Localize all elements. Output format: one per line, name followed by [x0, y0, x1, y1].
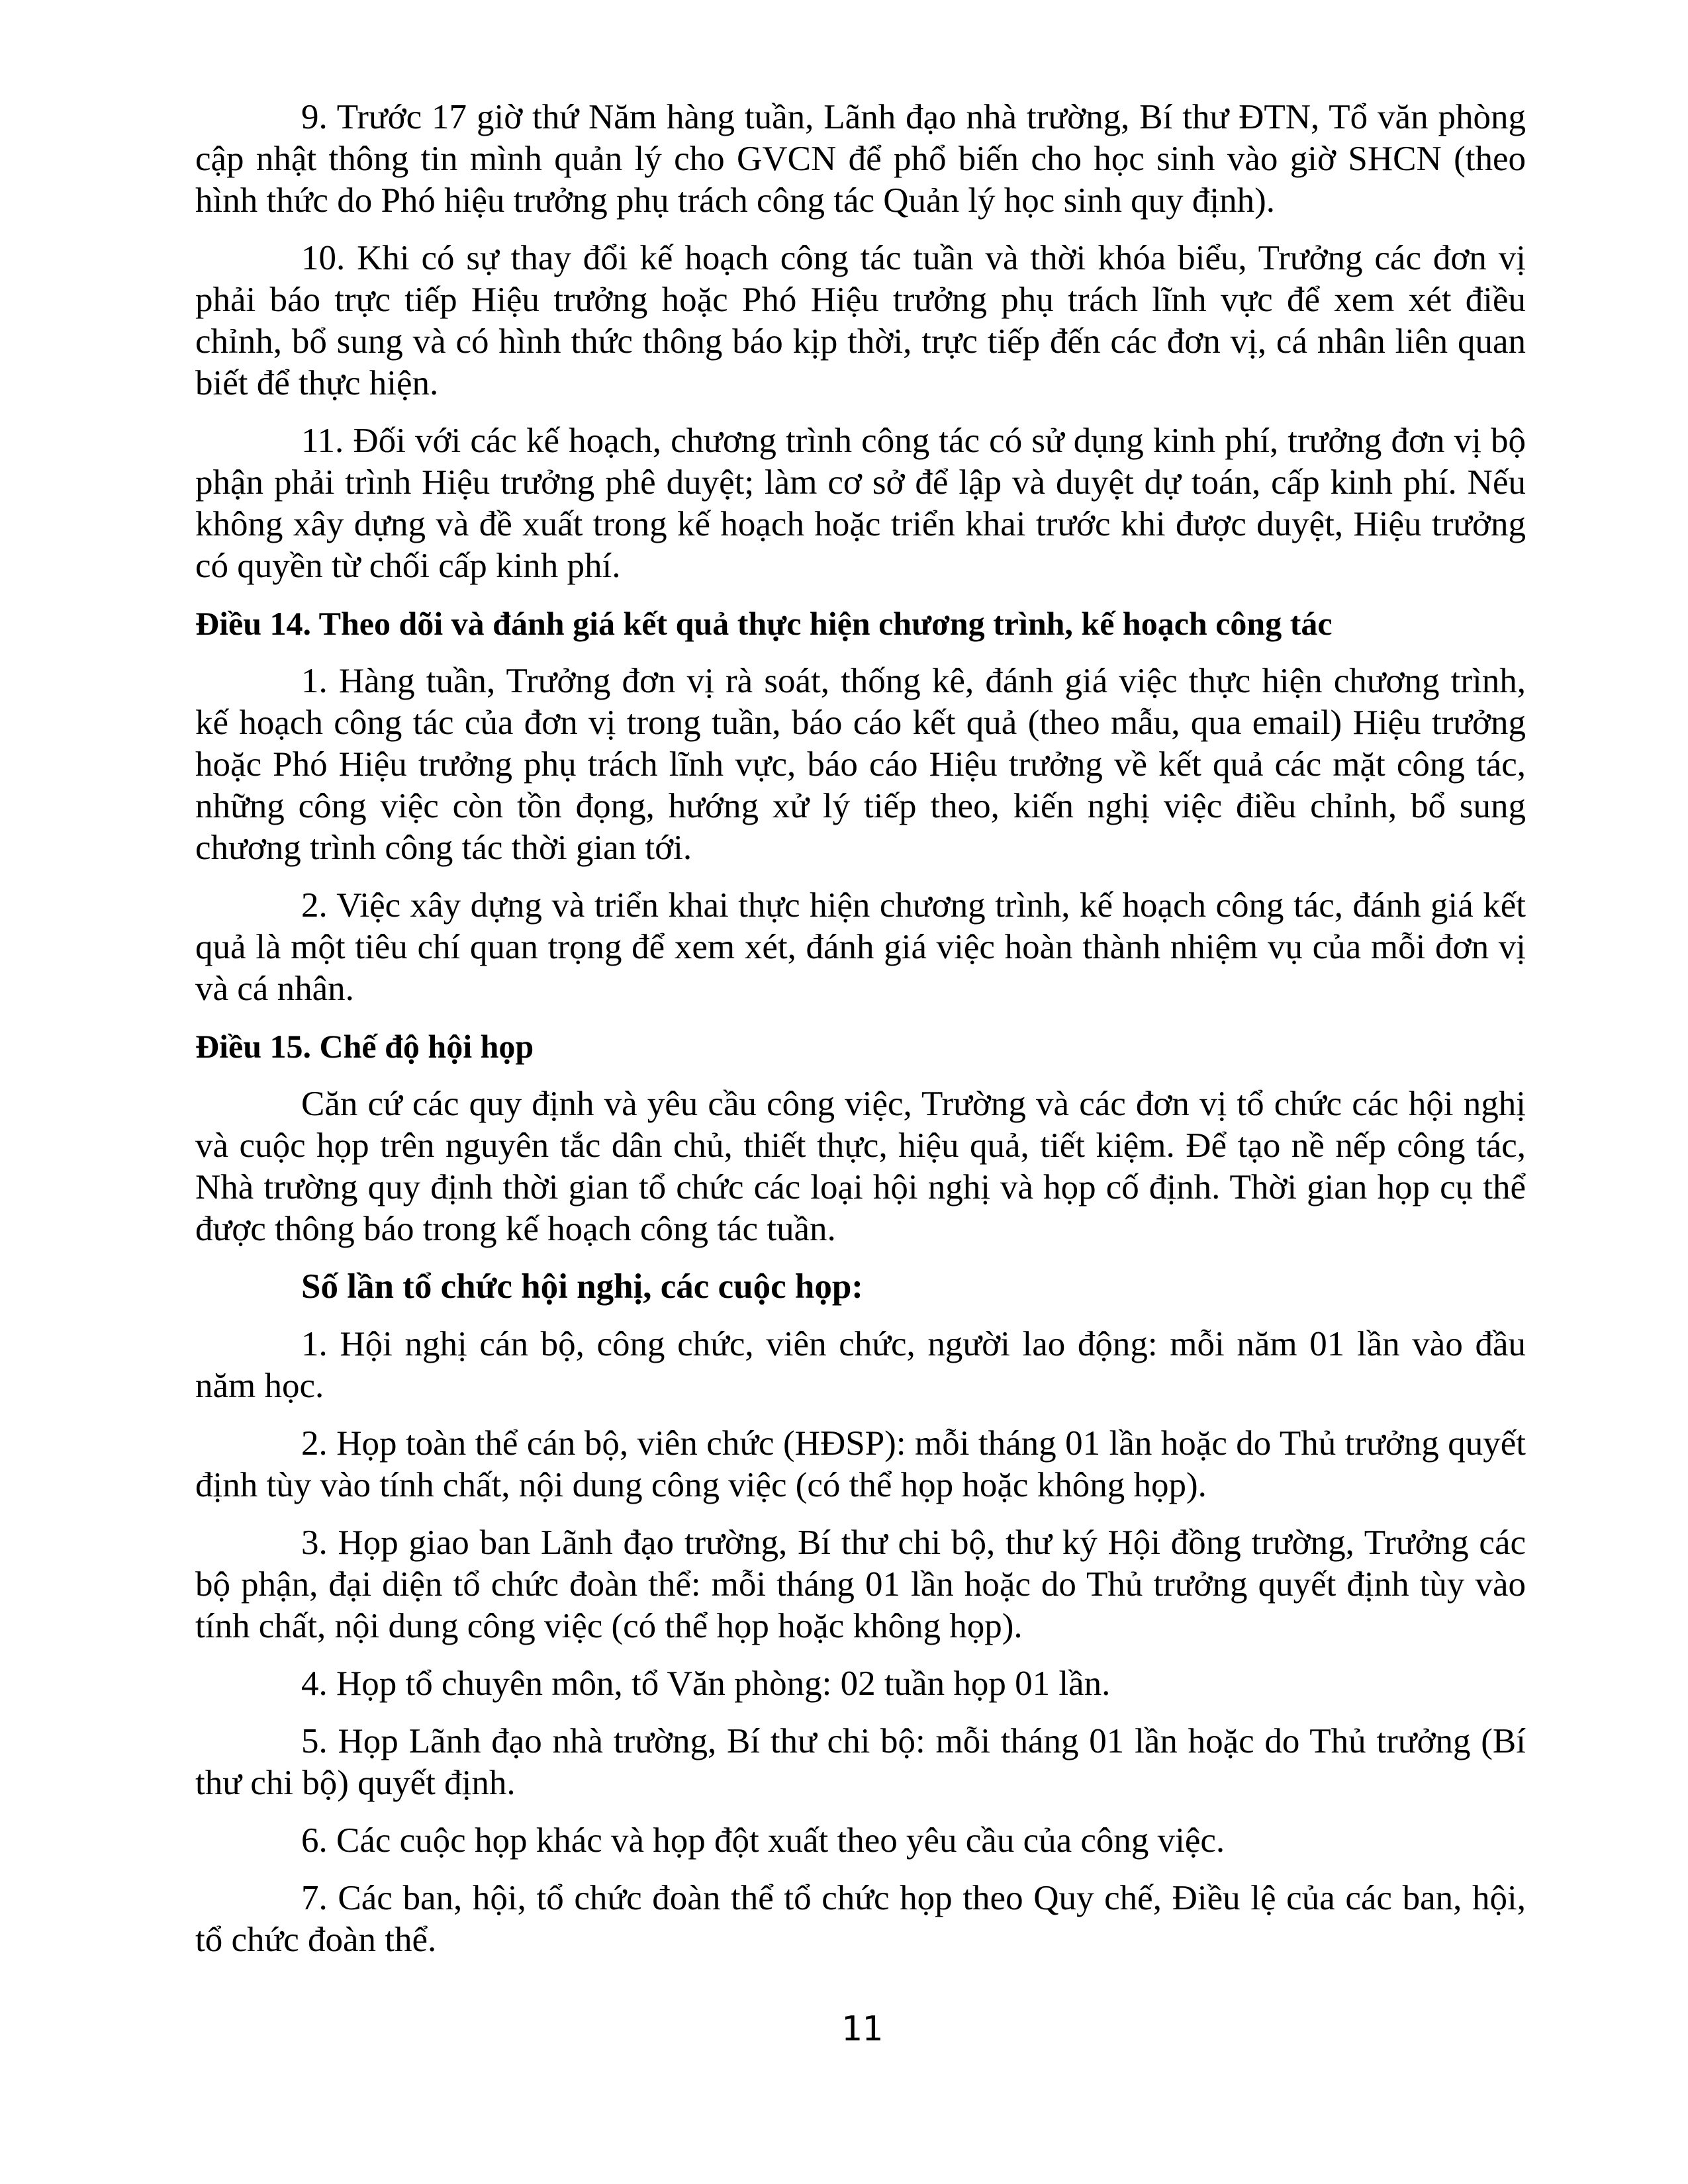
meeting-item-5: 5. Họp Lãnh đạo nhà trường, Bí thư chi bộ: mỗi tháng 01 lần hoặc do Thủ trưởng (Bí thư chi bộ) quyết định.	[195, 1722, 1526, 1802]
meeting-item-7: 7. Các ban, hội, tổ chức đoàn thể tổ chức họp theo Quy chế, Điều lệ của các ban, hội, tổ chức đoàn thể.	[195, 1879, 1526, 1959]
meetings-subheading: Số lần tổ chức hội nghị, các cuộc họp:	[301, 1267, 863, 1306]
article-14-paragraph-1: 1. Hàng tuần, Trưởng đơn vị rà soát, thống kê, đánh giá việc thực hiện chương trình, kế hoạch công tác của đơn vị trong tuần, báo cáo kết quả (theo mẫu, qua email) Hiệu trưởng hoặc Phó Hiệu trưởng phụ trách lĩnh vực, báo cáo Hiệu trưởng về kết quả các mặt công tác, những công việc còn tồn đọng, hướng xử lý tiếp theo, kiến nghị việc điều chỉnh, bổ sung chương trình công tác thời gian tới.	[195, 662, 1526, 867]
page-number: 11	[841, 2009, 883, 2049]
meeting-item-4: 4. Họp tổ chuyên môn, tổ Văn phòng: 02 tuần họp 01 lần.	[301, 1664, 1111, 1703]
meeting-item-3: 3. Họp giao ban Lãnh đạo trường, Bí thư chi bộ, thư ký Hội đồng trường, Trưởng các bộ phận, đại diện tổ chức đoàn thể: mỗi tháng 01 lần hoặc do Thủ trưởng quyết định tùy vào tính chất, nội dung công việc (có thể họp hoặc không họp).	[195, 1524, 1526, 1645]
article-14-paragraph-2: 2. Việc xây dựng và triển khai thực hiện chương trình, kế hoạch công tác, đánh giá kết quả là một tiêu chí quan trọng để xem xét, đánh giá việc hoàn thành nhiệm vụ của mỗi đơn vị và cá nhân.	[195, 886, 1526, 1008]
paragraph-9: 9. Trước 17 giờ thứ Năm hàng tuần, Lãnh đạo nhà trường, Bí thư ĐTN, Tổ văn phòng cập nhật thông tin mình quản lý cho GVCN để phổ biến cho học sinh vào giờ SHCN (theo hình thức do Phó hiệu trưởng phụ trách công tác Quản lý học sinh quy định).	[195, 98, 1526, 220]
meeting-item-2: 2. Họp toàn thể cán bộ, viên chức (HĐSP): mỗi tháng 01 lần hoặc do Thủ trưởng quyết định tùy vào tính chất, nội dung công việc (có thể họp hoặc không họp).	[195, 1424, 1526, 1504]
paragraph-10: 10. Khi có sự thay đổi kế hoạch công tác tuần và thời khóa biểu, Trưởng các đơn vị phải báo trực tiếp Hiệu trưởng hoặc Phó Hiệu trưởng phụ trách lĩnh vực để xem xét điều chỉnh, bổ sung và có hình thức thông báo kịp thời, trực tiếp đến các đơn vị, cá nhân liên quan biết để thực hiện.	[195, 239, 1526, 402]
heading-article-14: Điều 14. Theo dõi và đánh giá kết quả thực hiện chương trình, kế hoạch công tác	[195, 605, 1333, 642]
heading-article-15: Điều 15. Chế độ hội họp	[195, 1028, 534, 1065]
paragraph-11: 11. Đối với các kế hoạch, chương trình công tác có sử dụng kinh phí, trưởng đơn vị bộ phận phải trình Hiệu trưởng phê duyệt; làm cơ sở để lập và duyệt dự toán, cấp kinh phí. Nếu không xây dựng và đề xuất trong kế hoạch hoặc triển khai trước khi được duyệt, Hiệu trưởng có quyền từ chối cấp kinh phí.	[195, 422, 1526, 585]
meeting-item-1: 1. Hội nghị cán bộ, công chức, viên chức, người lao động: mỗi năm 01 lần vào đầu năm học.	[195, 1325, 1526, 1405]
meeting-item-6: 6. Các cuộc họp khác và họp đột xuất theo yêu cầu của công việc.	[301, 1821, 1225, 1860]
article-15-intro: Căn cứ các quy định và yêu cầu công việc, Trường và các đơn vị tổ chức các hội nghị và cuộc họp trên nguyên tắc dân chủ, thiết thực, hiệu quả, tiết kiệm. Để tạo nề nếp công tác, Nhà trường quy định thời gian tổ chức các loại hội nghị và họp cố định. Thời gian họp cụ thể được thông báo trong kế hoạch công tác tuần.	[195, 1085, 1526, 1248]
